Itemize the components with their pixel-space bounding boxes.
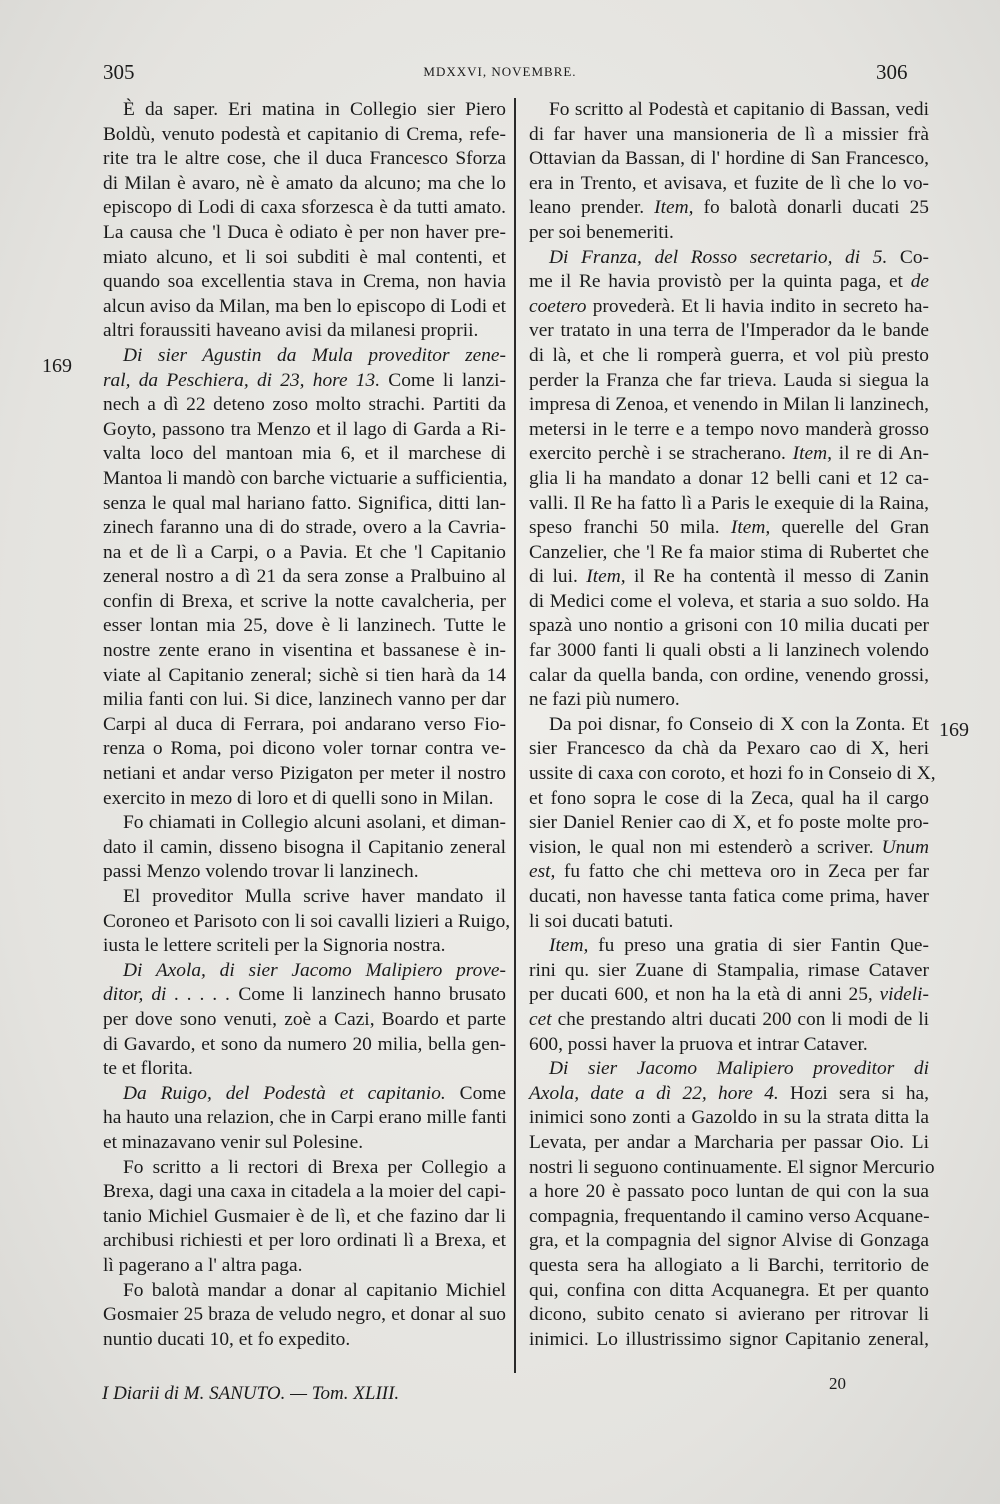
text-line: gra, et la compagnia del signor Alvise di Gonzaga xyxy=(529,1230,929,1252)
text-line: per ducati 600, et non ha la età di anni 25, videli- xyxy=(529,984,929,1006)
text-line: inimici sono zonti a Gazoldo in su la strata ditta la xyxy=(529,1107,929,1129)
text-line: Fo scritto al Podestà et capitanio di Bassan, vedi xyxy=(549,99,929,120)
text-line: rini qu. sier Zuane di Stampalia, rimase Cataver xyxy=(529,959,929,981)
text-line: te et florita. xyxy=(103,1058,193,1080)
text-line: exercito perchè i se stracherano. Item, il re di An- xyxy=(529,443,929,465)
text-line: Di Axola, di sier Jacomo Malipiero prove- xyxy=(123,959,506,981)
text-line: Coroneo et Parisoto con li soi cavalli lizieri a Ruigo, xyxy=(103,910,511,932)
text-line: spazà uno nontio a grisoni con 10 milia ducati per xyxy=(529,615,929,637)
text-line: ditor, di . . . . . Come li lanzinech hanno brusato xyxy=(103,984,506,1006)
text-line: impresa di Zenoa, et venendo in Milan li lanzinech, xyxy=(529,394,929,416)
margin-number-left: 169 xyxy=(42,355,72,377)
text-line: di lui. Item, il Re ha contentà il messo di Zanin xyxy=(529,566,929,588)
text-line: Di sier Jacomo Malipiero proveditor di xyxy=(549,1058,929,1080)
text-line: ducati, non havesse tanta fatica come prima, haver xyxy=(529,886,929,907)
text-line: per dove sono venuti, zoè a Cazi, Boardo et parte xyxy=(103,1008,506,1030)
text-line: Gosmaier 25 braza de veludo negro, et donar al suo xyxy=(103,1304,506,1326)
text-line: Carpi al duca di Ferrara, poi andarano verso Fio- xyxy=(103,713,506,735)
text-line: ussite di caxa con coroto, et hozi fo in Conseio di X, xyxy=(529,763,936,785)
text-line: di Gavardo, et sono da numero 20 milia, bella gen- xyxy=(103,1033,506,1055)
text-line: calar da quella banda, con ordine, venendo grossi, xyxy=(529,664,929,686)
text-line: zeneral nostro a dì 21 da sera zonse a Pralbuino al xyxy=(103,566,506,588)
text-line: lì pagerano a l' altra paga. xyxy=(103,1254,303,1276)
text-line: valli. Il Re ha fatto lì a Paris le exequie di la Raina, xyxy=(529,492,929,514)
text-line: valta loco del mantoan mia 6, et il marchese di xyxy=(103,443,506,465)
page-number-left: 305 xyxy=(103,60,135,84)
text-line: alcun aviso da Milan, ma ben lo episcopo di Lodi et xyxy=(103,295,506,317)
text-line: nech a dì 22 deteno zoso molto strachi. Partiti da xyxy=(103,394,506,416)
text-line: milia fanti con lui. Si dice, lanzinech vanno per dar xyxy=(103,689,506,711)
text-line: La causa che 'l Duca è odiato è per non haver pre- xyxy=(103,221,506,243)
text-line: exercito in mezo di loro et di quelli sono in Milan. xyxy=(103,787,494,809)
text-line: est, fu fatto che chi metteva oro in Zeca per far xyxy=(529,861,929,883)
text-line: di far haver una mansioneria de lì a missier frà xyxy=(529,123,929,145)
page-header xyxy=(0,60,1000,90)
text-line: rite tra le altre cose, che il duca Francesco Sforza xyxy=(103,148,506,170)
text-line: ral, da Peschiera, di 23, hore 13. Come li lanzi- xyxy=(103,369,507,391)
text-line: ne fazi più numero. xyxy=(529,689,680,711)
text-line: per soi benemeriti. xyxy=(529,221,674,243)
text-line: senza le qual mal hariano fatto. Significa, ditti lan- xyxy=(103,492,506,514)
text-line: Di sier Agustin da Mula proveditor zene- xyxy=(123,344,506,366)
text-line: perder la Franza che far trieva. Lauda si siegua la xyxy=(529,369,929,391)
text-line: sier Francesco da chà da Pexaro cao di X, heri xyxy=(529,738,929,760)
text-line: tanio Michiel Gusmaier è de lì, et che fazino dar li xyxy=(103,1205,506,1227)
text-line: Fo scritto a li rectori di Brexa per Collegio a xyxy=(123,1156,506,1178)
text-line: glia li ha mandato a donar 12 belli cani et 12 ca- xyxy=(529,467,929,489)
text-line: Goyto, passono tra Menzo et il lago di Garda a Ri- xyxy=(103,418,506,440)
text-line: dato il camin, disseno bisogna il Capitanio zeneral xyxy=(103,836,506,858)
text-line: far 3000 fanti li quali obsti a li lanzinech volendo xyxy=(529,640,929,662)
text-line: zinech faranno una di do strade, overo a la Cavria- xyxy=(103,517,506,539)
text-line: na et de lì a Carpi, o a Pavia. Et che 'l Capitanio xyxy=(103,541,506,563)
footer-citation: I Diarii di M. SANUTO. — Tom. XLIII. xyxy=(102,1383,400,1404)
text-line: miato alcuno, et li soi subditi è mal contenti, et xyxy=(103,246,506,268)
text-line: di Medici come el voleva, et staria a suo soldo. Ha xyxy=(529,590,929,612)
text-line: questa sera ha allogiato a li Barchi, territorio de xyxy=(529,1254,929,1276)
page-number-right: 306 xyxy=(876,60,908,84)
text-line: coetero provederà. Et li havia indito in secreto ha- xyxy=(529,295,929,317)
text-line: ha hauto una relazion, che in Carpi erano mille fanti xyxy=(103,1107,507,1129)
text-line: nostri li seguono continuamente. El signor Mercurio xyxy=(529,1156,935,1178)
text-line: sier Daniel Renier cao di X, et fo poste molte pro- xyxy=(529,812,929,834)
text-line: me il Re havia provistò per la quinta paga, et de xyxy=(529,271,929,293)
text-line: dicono, subito cenato si avierano per ritrovar li xyxy=(529,1304,929,1326)
text-line: compagnia, frequentando il camino verso Acquane- xyxy=(529,1205,930,1227)
text-line: episcopo di Lodi di caxa sforzesca è da tutti amato. xyxy=(103,197,506,219)
text-line: cet che prestando altri ducati 200 con li modi de li xyxy=(529,1008,929,1030)
text-line: inimici. Lo illustrissimo signor Capitanio zeneral, xyxy=(529,1328,929,1350)
text-line: Levata, per andar a Marcharia per passar Oio. Li xyxy=(529,1131,929,1153)
text-line: Canzelier, che 'l Re fa maior stima di Rubertet che xyxy=(529,541,929,563)
text-line: Ottavian da Bassan, di l' hordine di San Francesco, xyxy=(529,148,929,170)
text-line: nostre zente erano in visentina et bassanese è in- xyxy=(103,640,506,662)
text-line: Brexa, dagi una caxa in citadela a la moier del capi- xyxy=(103,1181,506,1203)
text-line: speso franchi 50 mila. Item, querelle del Gran xyxy=(529,517,930,539)
text-line: esser lontan mia 25, dove è li lanzinech. Tutte le xyxy=(103,615,506,637)
text-line: netiani et andar verso Pizigaton per meter il nostro xyxy=(103,763,506,785)
text-line: Da Ruigo, del Podestà et capitanio. Come xyxy=(123,1082,506,1104)
text-line: iusta le lettere scriteli per la Signoria nostra. xyxy=(103,935,446,957)
text-line: Item, fu preso una gratia di sier Fantin Que- xyxy=(549,935,929,957)
running-title: MDXXVI, NOVEMBRE. xyxy=(423,64,577,79)
text-line: confin di Brexa, et scrive la notte cavalcheria, per xyxy=(103,590,506,612)
text-line: viate al Capitanio zeneral; sichè si tien harà da 14 xyxy=(103,664,506,686)
text-line: a hore 20 è passato poco luntan de qui con la sua xyxy=(529,1181,929,1203)
text-line: Boldù, venuto podestà et capitanio di Crema, refe- xyxy=(103,123,506,145)
text-line: li soi ducati batuti. xyxy=(529,910,674,932)
text-line: El proveditor Mulla scrive haver mandato il xyxy=(123,886,506,907)
signature-mark: 20 xyxy=(829,1374,846,1393)
page-footer xyxy=(0,1374,1000,1423)
text-column-right xyxy=(529,98,936,1352)
column-divider xyxy=(514,98,516,1373)
text-line: ver tratato in una terra de l'Imperador da le bande xyxy=(529,320,929,342)
text-line: et fono sopra le cose di la Zeca, qual ha il cargo xyxy=(529,787,929,809)
text-line: nuntio ducati 10, et fo expedito. xyxy=(103,1328,351,1350)
text-line: archibusi richiesti et per loro ordinati lì a Brexa, et xyxy=(103,1230,506,1252)
text-line: 600, possi haver la pruova et intrar Cataver. xyxy=(529,1033,868,1055)
text-line: Fo chiamati in Collegio alcuni asolani, et diman- xyxy=(123,812,506,834)
text-line: qui, confina con ditta Acquanegra. Et per quanto xyxy=(529,1279,929,1301)
text-line: Di Franza, del Rosso secretario, di 5. Co- xyxy=(549,246,929,268)
text-line: di là, et che li romperà guerra, et vol più presto xyxy=(529,344,929,366)
text-line: et minazavano venir sul Polesine. xyxy=(103,1131,364,1153)
text-line: Mantoa li mandò con barche victuarie a sufficientia, xyxy=(103,467,508,489)
margin-number-right: 169 xyxy=(939,719,969,741)
text-line: passi Menzo volendo trovar li lanzinech. xyxy=(103,861,419,883)
text-line: Da poi disnar, fo Conseio di X con la Zonta. Et xyxy=(549,713,929,735)
text-line: Fo balotà mandar a donar al capitanio Michiel xyxy=(123,1279,506,1301)
text-line: di Milan è avaro, nè è amato da alcuno; ma che lo xyxy=(103,172,506,194)
text-line: altri foraussiti haveano avisi da milanesi proprii. xyxy=(103,320,479,342)
text-line: quando soa excellentia stava in Crema, non havia xyxy=(103,271,506,293)
text-line: leano prender. Item, fo balotà donarli ducati 25 xyxy=(529,197,929,219)
text-line: renza o Roma, poi dicono voler tornar contra ve- xyxy=(103,738,506,760)
text-line: era in Trento, et avisava, et fuzite de lì che lo vo- xyxy=(529,172,929,194)
text-line: metersi in le terre e a tempo novo manderà grosso xyxy=(529,418,929,440)
text-column-left xyxy=(103,98,511,1352)
text-line: Axola, date a dì 22, hore 4. Hozi sera si ha, xyxy=(529,1082,929,1104)
text-line: vision, le qual non mi estenderò a scriver. Unum xyxy=(529,836,929,858)
text-line: È da saper. Eri matina in Collegio sier Piero xyxy=(123,99,506,120)
